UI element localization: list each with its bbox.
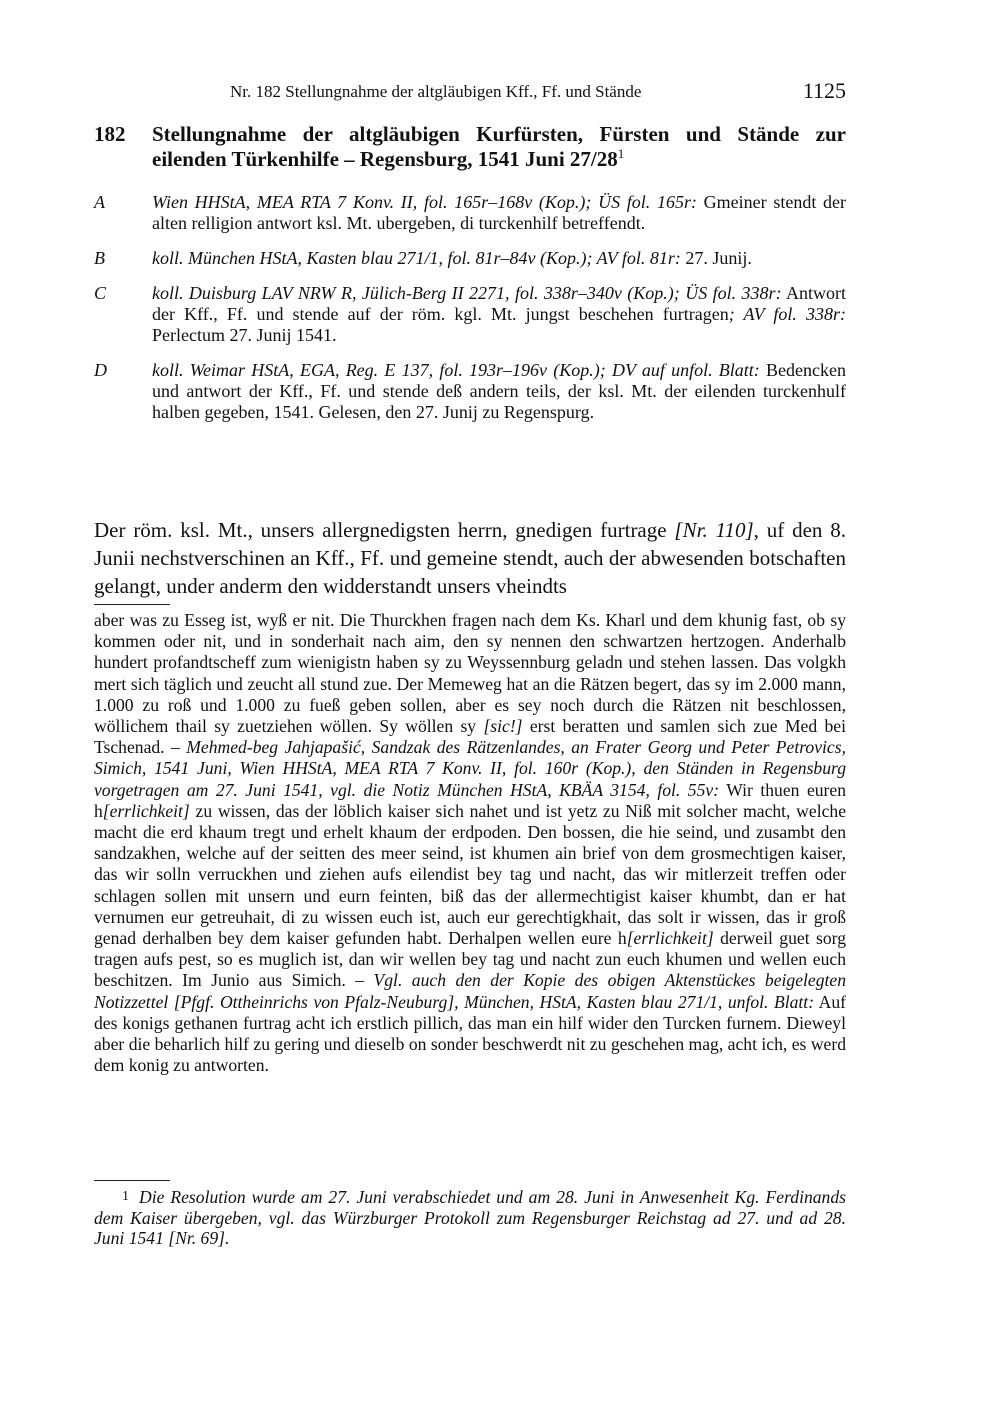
source-description [152,283,846,346]
source-description [152,192,846,234]
editorial-sic: [sic!] [483,716,523,737]
apparatus-divider [94,604,170,605]
footnote-divider [94,1180,170,1181]
source-note: 27. Junij. [680,248,752,268]
document-number: 182 [94,122,126,146]
apparatus-text: erst beratten und samlen sich zue Med bei Tschenad. – [94,716,846,758]
source-list [94,192,846,437]
apparatus-text: Auf des konigs gethanen furtrag acht ich erstlich pillich, das man ein hilf wider den Turcken furnem. Dieweyl aber die beharlich hilf zu gering und dieselb on sonder beschwerdt nit zu geschehen mag, acht ich, es werd dem konig zu antworten. [94,991,846,1076]
source-archive-ref: Wien HHStA, MEA RTA 7 Konv. II, fol. 165r–168v (Kop.); ÜS fol. 165r: [152,192,697,212]
source-sigle: A [94,192,105,212]
running-title: Nr. 182 Stellungnahme der altgläubigen Kff., Ff. und Stände [230,82,642,101]
cross-reference[interactable]: [Nr. 110] [674,518,754,542]
source-archive-ref: koll. Weimar HStA, EGA, Reg. E 137, fol. 193r–196v (Kop.); DV auf unfol. Blatt: [152,360,760,380]
footnote-text: Die Resolution wurde am 27. Juni verabschiedet und am 28. Juni in Anwesenheit Kg. Ferdinands dem Kaiser übergeben, vgl. das Würzburger Protokoll zum Regensburger Reichstag ad 27. und ad 28. Juni 1541 [Nr. 69]. [94,1187,846,1248]
footnote [94,1187,846,1249]
source-entry [94,248,846,269]
document-title-text: Stellungnahme der altgläubigen Kurfürsten, Fürsten und Stände zur eilenden Türkenhilfe – Regensburg, 1541 Juni 27/28 [152,122,846,171]
source-note: Bedencken und antwort der Kff., Ff. und stende deß andern teils, der ksl. Mt. der eilenden turckenhulf halben gegeben, 1541. Gelesen, den 27. Junij zu Regenspurg. [152,360,846,422]
source-sigle: D [94,360,107,380]
editorial-expansion: [errlichkeit] [102,800,190,821]
source-description [152,248,846,269]
source-note: Gmeiner stendt der alten relligion antwort ksl. Mt. ubergeben, di turckenhilf betreffendt. [152,192,847,233]
editorial-expansion: [errlichkeit] [626,928,714,949]
footnote-mark[interactable]: 1 [617,146,625,161]
apparatus-citation: Mehmed-beg Jahjapašić, Sandzak des Rätzenlandes, an Frater Georg und Peter Petrovics, Simich, 1541 Juni, Wien HHStA, MEA RTA 7 Konv. II, fol. 160r (Kop.), den Ständen in Regensburg vorgetragen am 27. Juni 1541, vgl. die Notiz München HStA, KBÄA 3154, fol. 55v: [94,737,846,800]
running-header [94,80,846,110]
footnote-number: 1 [122,1189,129,1204]
document-title [152,122,846,172]
apparatus-text: aber was zu Esseg ist, wyß er nit. Die Thurckhen fragen nach dem Ks. Kharl und dem khunig fast, ob sy kommen oder nit, und in sonderhait nach aim, den sy nennen den schwartzen hertzogen. Anderhalb hundert profandtscheff zum wienigistn haben sy zu Weyssennburg geladn und stehen lassen. Das volgkh mert sich täglich und zeucht all stund zue. Der Memeweg hat an die Rätzen begert, das sy im 2.000 mann, 1.000 zu roß und 1.000 zu fueß geben sollen, aber es sey noch durch die Rätzen nit beschlossen, wöllichem thail sy zuetziehen wöllen. Sy wöllen sy [94,610,846,737]
source-sigle: C [94,283,107,303]
apparatus-text: Wir thuen euren h [94,779,847,821]
source-note: Antwort der Kff., Ff. und stende auf der röm. kgl. Mt. jungst beschehen furtragen [152,283,846,324]
source-archive-ref-2: ; AV fol. 338r: [728,304,846,324]
main-text-part: Der röm. ksl. Mt., unsers allergnedigsten herrn, gnedigen furtrage [94,518,675,542]
source-archive-ref: koll. Duisburg LAV NRW R, Jülich-Berg II 2271, fol. 338r–340v (Kop.); ÜS fol. 338r: [152,283,782,303]
main-text-part: , uf den 8. Junii nechstverschinen an Kff., Ff. und gemeine stendt, auch der abwesenden botschaften gelangt, under anderm den widderstandt unsers vheindts [94,518,846,598]
apparatus-text: zu wissen, das der löblich kaiser sich nahet und ist yetz zu Niß mit solcher macht, welche macht die erd khaum tregt und erhelt khaum der erdpoden. Den bossen, die hie seind, und zusambt den sandzakhen, welche auf der seitten des meer seind, ist khumen ain brief von dem grosmechtigen kaiser, das wir solln verruckhen und ziehen aufs eilendist bey tag und nacht, das wir mitlerzeit treffen oder schlagen sollen mit unsern und eurn feinten, biß das der allermechtigist kaiser khumbt, dan er hat vernumen eur getreuhait, di zu wissen euch ist, auch eur gerechtigkhait, das solt ir wissen, das ir groß genad derhalben bey dem kaiser gefunden habt. Derhalpen wellen eure h [94,800,846,949]
source-description [152,360,846,423]
source-entry [94,192,846,234]
main-text [94,516,846,600]
source-sigle: B [94,248,105,268]
page-number: 1125 [802,78,846,103]
apparatus-citation: Vgl. auch den der Kopie des obigen Aktenstückes beigelegten Notizzettel [Pfgf. Ottheinrichs von Pfalz-Neuburg], München, HStA, Kasten blau 271/1, unfol. Blatt: [94,970,846,1012]
apparatus-text: derweil guet sorg tragen aufs pest, so es muglich ist, dan wir wellen bey tag und nacht zun euch khumen und wellen euch beschitzen. Im Junio aus Simich. – [94,928,846,991]
source-archive-ref: koll. München HStA, Kasten blau 271/1, fol. 81r–84v (Kop.); AV fol. 81r: [152,248,681,268]
critical-apparatus [94,610,846,1076]
source-entry [94,360,846,423]
source-entry [94,283,846,346]
source-note-2: Perlectum 27. Junij 1541. [152,325,337,345]
